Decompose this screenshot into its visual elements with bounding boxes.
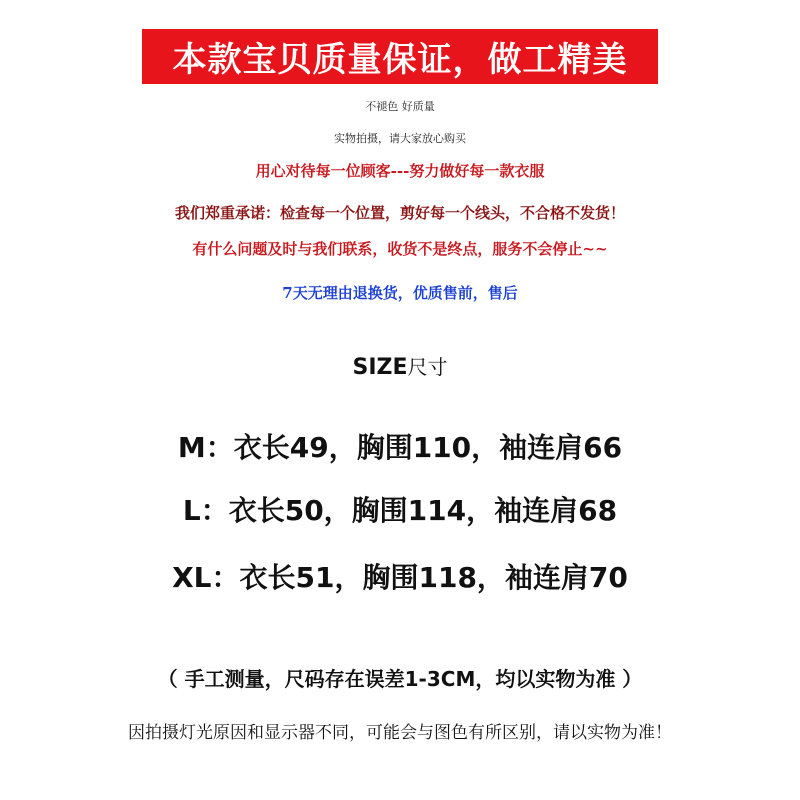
promise-return: 7天无理由退换货，优质售前，售后 [282, 284, 518, 302]
tagline-fade: 不褪色 好质量 [365, 100, 435, 113]
size-row-xl: XL：衣长51，胸围118，袖连肩70 [172, 561, 628, 594]
size-heading [0, 351, 800, 380]
tagline-real-photo: 实物拍摄，请大家放心购买 [334, 132, 466, 145]
banner-text: 本款宝贝质量保证，做工精美 [172, 40, 628, 80]
quality-banner [142, 29, 658, 84]
measurement-note: （ 手工测量，尺码存在误差1-3CM，均以实物为准 ） [157, 667, 643, 691]
size-heading-cn: 尺寸 [407, 355, 448, 379]
promise-service: 用心对待每一位顾客---努力做好每一款衣服 [255, 162, 545, 180]
promise-contact: 有什么问题及时与我们联系，收货不是终点，服务不会停止~~ [192, 240, 608, 258]
promise-check: 我们郑重承诺：检查每一个位置，剪好每一个线头，不合格不发货！ [174, 204, 625, 222]
size-row-l: L：衣长50，胸围114，袖连肩68 [182, 494, 618, 527]
size-heading-en: SIZE [352, 355, 408, 380]
size-row-m: M：衣长49，胸围110，袖连肩66 [177, 431, 623, 464]
color-disclaimer: 因拍摄灯光原因和显示器不同，可能会与图色有所区别，请以实物为准！ [128, 723, 672, 743]
